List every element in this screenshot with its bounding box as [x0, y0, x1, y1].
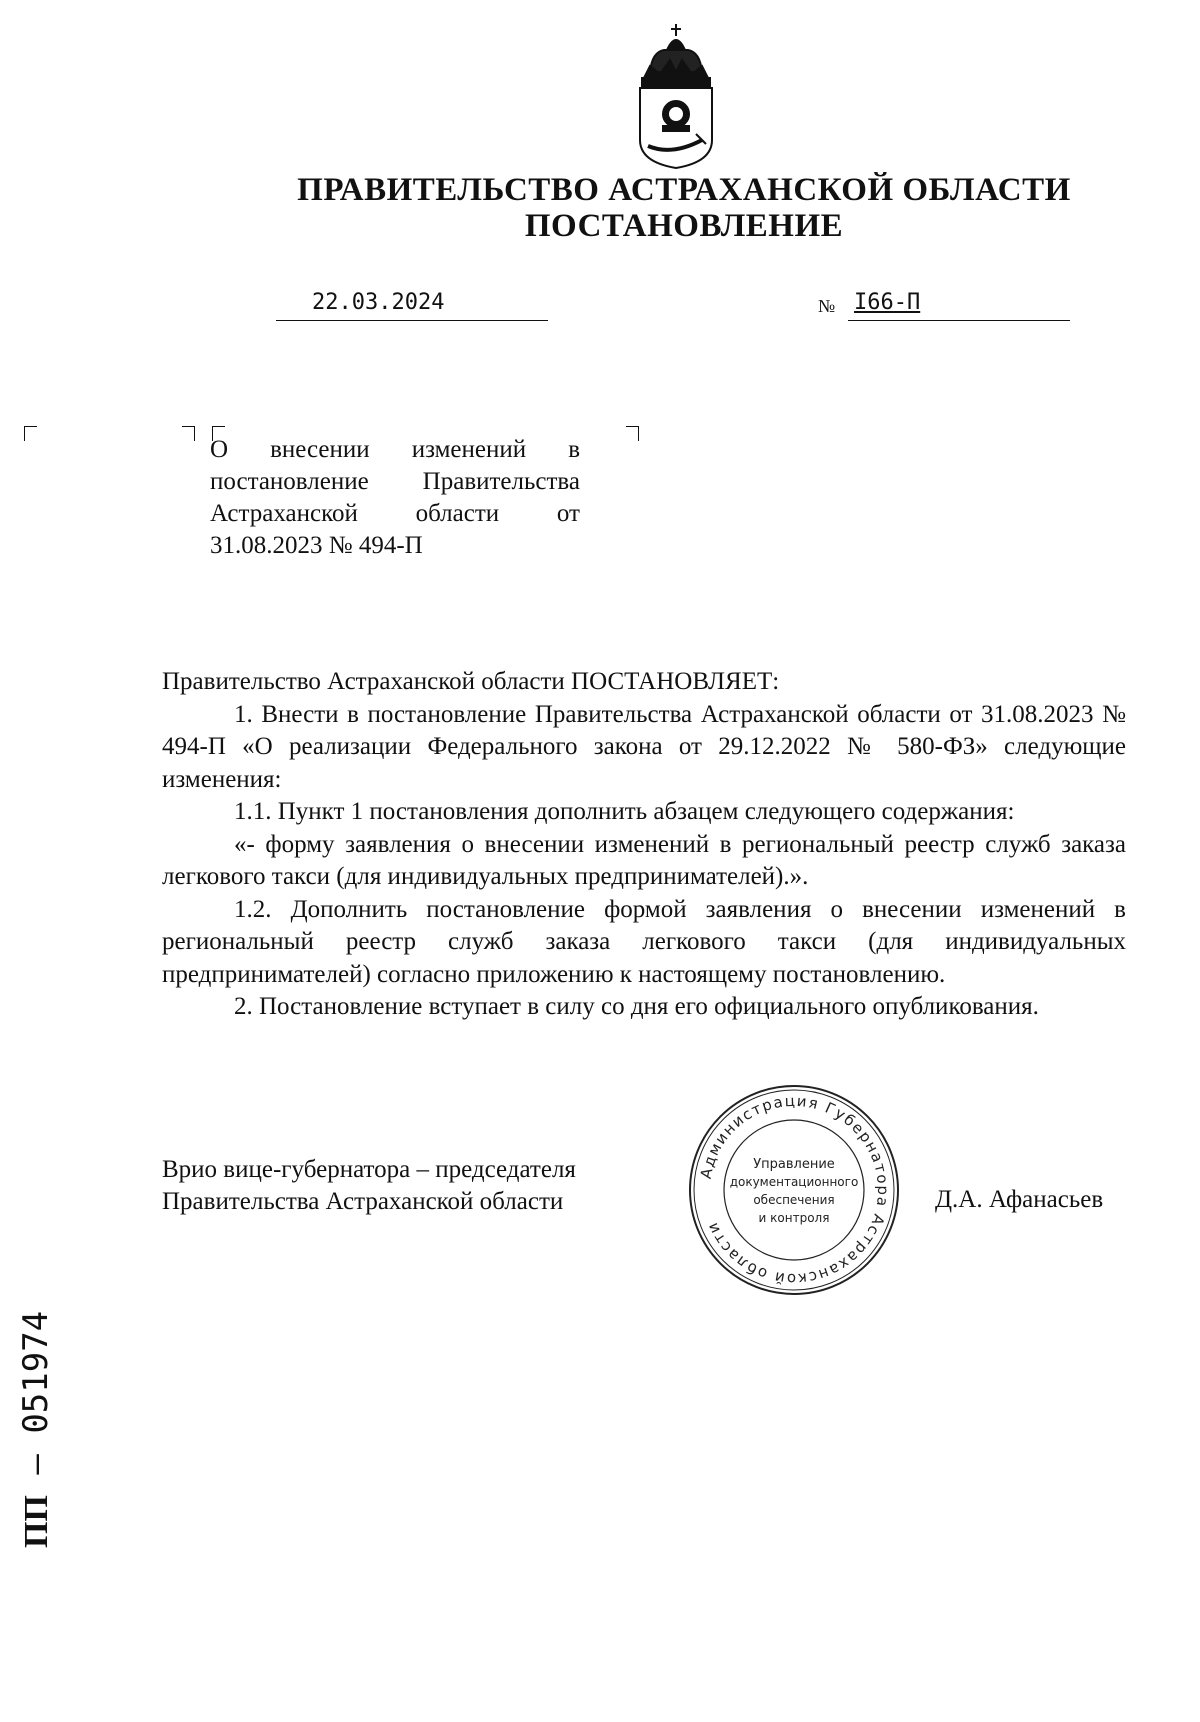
- corner-mark-right: [626, 426, 639, 441]
- stamp-line: и контроля: [758, 1211, 830, 1225]
- document-date: 22.03.2024: [312, 290, 445, 315]
- clause-1-2: 1.2. Дополнить постановление формой заявления о внесении изменений в региональный реестр служб заказа легкового такси (для индивидуальных предпринимателей) согласно приложению к настоящему постановлению.: [162, 895, 1126, 988]
- subject-line: 31.08.2023 № 494-П: [210, 532, 423, 559]
- stamp-ring-text: Администрация Губернатора Астраханской области: [696, 1091, 893, 1289]
- number-field: [848, 290, 1070, 321]
- stamp-line: обеспечения: [753, 1193, 835, 1207]
- position-line: Правительства Астраханской области: [162, 1188, 564, 1215]
- svg-text:Администрация Губернатора Астр: [697, 1092, 892, 1288]
- subject-line: постановление Правительства: [210, 468, 580, 495]
- clause-1: 1. Внести в постановление Правительства Астраханской области от 31.08.2023 № 494-П «О реализации Федерального закона от 29.12.2022 № 580-ФЗ» следующие изменения:: [162, 700, 1126, 793]
- stamp-line: документационного: [729, 1175, 859, 1189]
- signatory-position: [162, 1154, 576, 1218]
- stamp-line: Управление: [753, 1157, 835, 1172]
- subject-block: [210, 434, 580, 562]
- preamble: Правительство Астраханской области ПОСТАНОВЛЯЕТ:: [162, 668, 780, 695]
- subject-line: О внесении изменений в: [210, 436, 580, 463]
- corner-mark-inner-right: [182, 426, 195, 441]
- form-serial-number: [16, 1310, 56, 1548]
- clause-1-1: 1.1. Пункт 1 постановления дополнить абзацем следующего содержания:: [234, 798, 1015, 825]
- document-number: I66-П: [854, 290, 921, 315]
- signer-name: Д.А. Афанасьев: [935, 1186, 1104, 1213]
- number-sign: №: [818, 296, 836, 316]
- serial-dash: –: [16, 1433, 56, 1496]
- subject-line: Астраханской области от: [210, 500, 580, 527]
- serial-number: 051974: [16, 1310, 56, 1434]
- coat-of-arms-icon: [630, 22, 722, 170]
- official-stamp: [686, 1082, 902, 1298]
- document-body: [162, 666, 1126, 1024]
- clause-2: 2. Постановление вступает в силу со дня его официального опубликования.: [234, 993, 1039, 1020]
- clause-1-1-quote: «- форму заявления о внесении изменений в региональный реестр служб заказа легкового такси (для индивидуальных предпринимателей).».: [162, 830, 1126, 890]
- corner-mark-left: [24, 426, 37, 441]
- serial-prefix: ПП: [18, 1495, 55, 1548]
- government-title: ПРАВИТЕЛЬСТВО АСТРАХАНСКОЙ ОБЛАСТИ: [297, 172, 1071, 208]
- position-line: Врио вице-губернатора – председателя: [162, 1156, 576, 1183]
- document-type-title: ПОСТАНОВЛЕНИЕ: [524, 208, 844, 244]
- date-field: [276, 290, 548, 321]
